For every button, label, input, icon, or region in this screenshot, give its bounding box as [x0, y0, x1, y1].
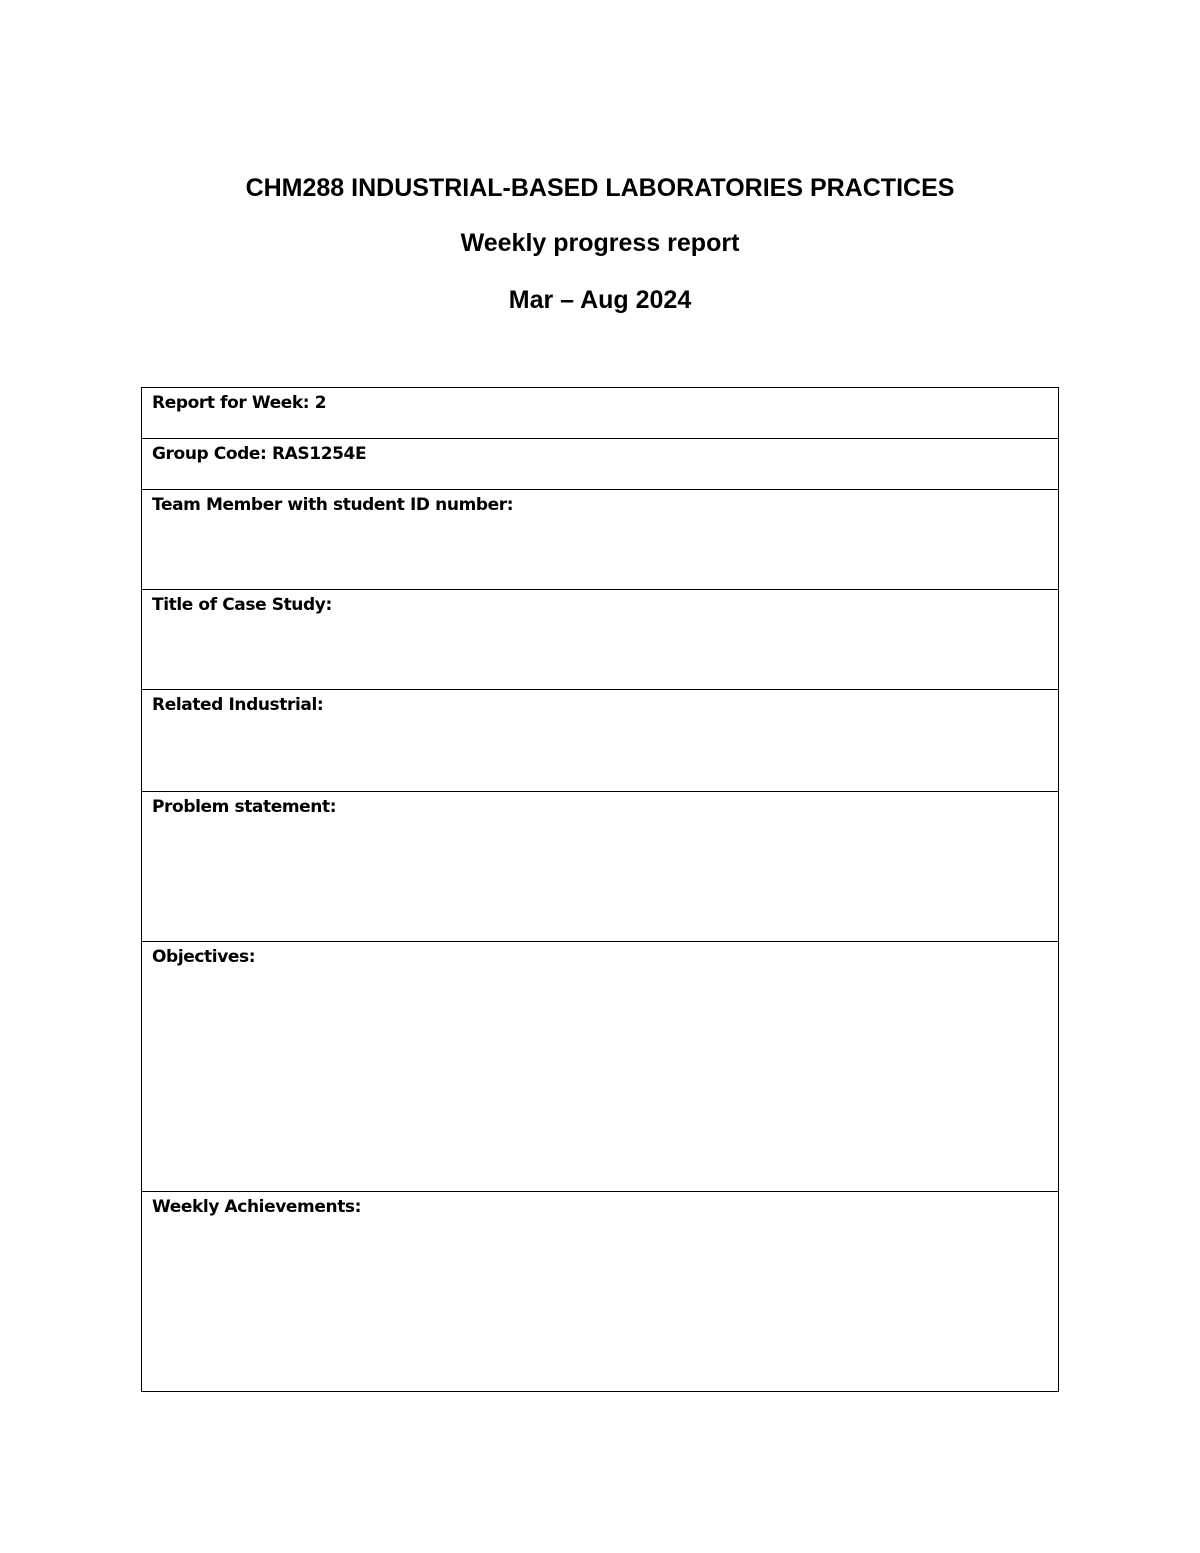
row-objectives	[142, 942, 1059, 1192]
row-team-members	[142, 490, 1059, 590]
report-period: Mar – Aug 2024	[508, 286, 692, 314]
field-label: Related Industrial:	[152, 695, 324, 715]
field-objectives[interactable]	[142, 942, 1059, 1192]
course-title: CHM288 INDUSTRIAL-BASED LABORATORIES PRACTICES	[245, 174, 955, 202]
field-problem-statement[interactable]	[142, 792, 1059, 942]
report-type-title: Weekly progress report	[460, 229, 740, 257]
field-label: Title of Case Study:	[152, 595, 332, 615]
field-related-industrial[interactable]	[142, 690, 1059, 792]
field-weekly-achievements[interactable]	[142, 1192, 1059, 1392]
field-label: Team Member with student ID number:	[152, 495, 514, 515]
row-report-week	[142, 388, 1059, 439]
row-case-study-title	[142, 590, 1059, 690]
field-label: Weekly Achievements:	[152, 1197, 362, 1217]
field-label: Objectives:	[152, 947, 256, 967]
field-group-code[interactable]	[142, 439, 1059, 490]
field-report-week[interactable]	[142, 388, 1059, 439]
row-group-code	[142, 439, 1059, 490]
row-problem-statement	[142, 792, 1059, 942]
field-label: Group Code: RAS1254E	[152, 444, 367, 464]
row-weekly-achievements	[142, 1192, 1059, 1392]
row-related-industrial	[142, 690, 1059, 792]
field-case-study-title[interactable]	[142, 590, 1059, 690]
progress-report-form	[141, 387, 1059, 1392]
field-label: Problem statement:	[152, 797, 337, 817]
field-label: Report for Week: 2	[152, 393, 327, 413]
field-team-members[interactable]	[142, 490, 1059, 590]
